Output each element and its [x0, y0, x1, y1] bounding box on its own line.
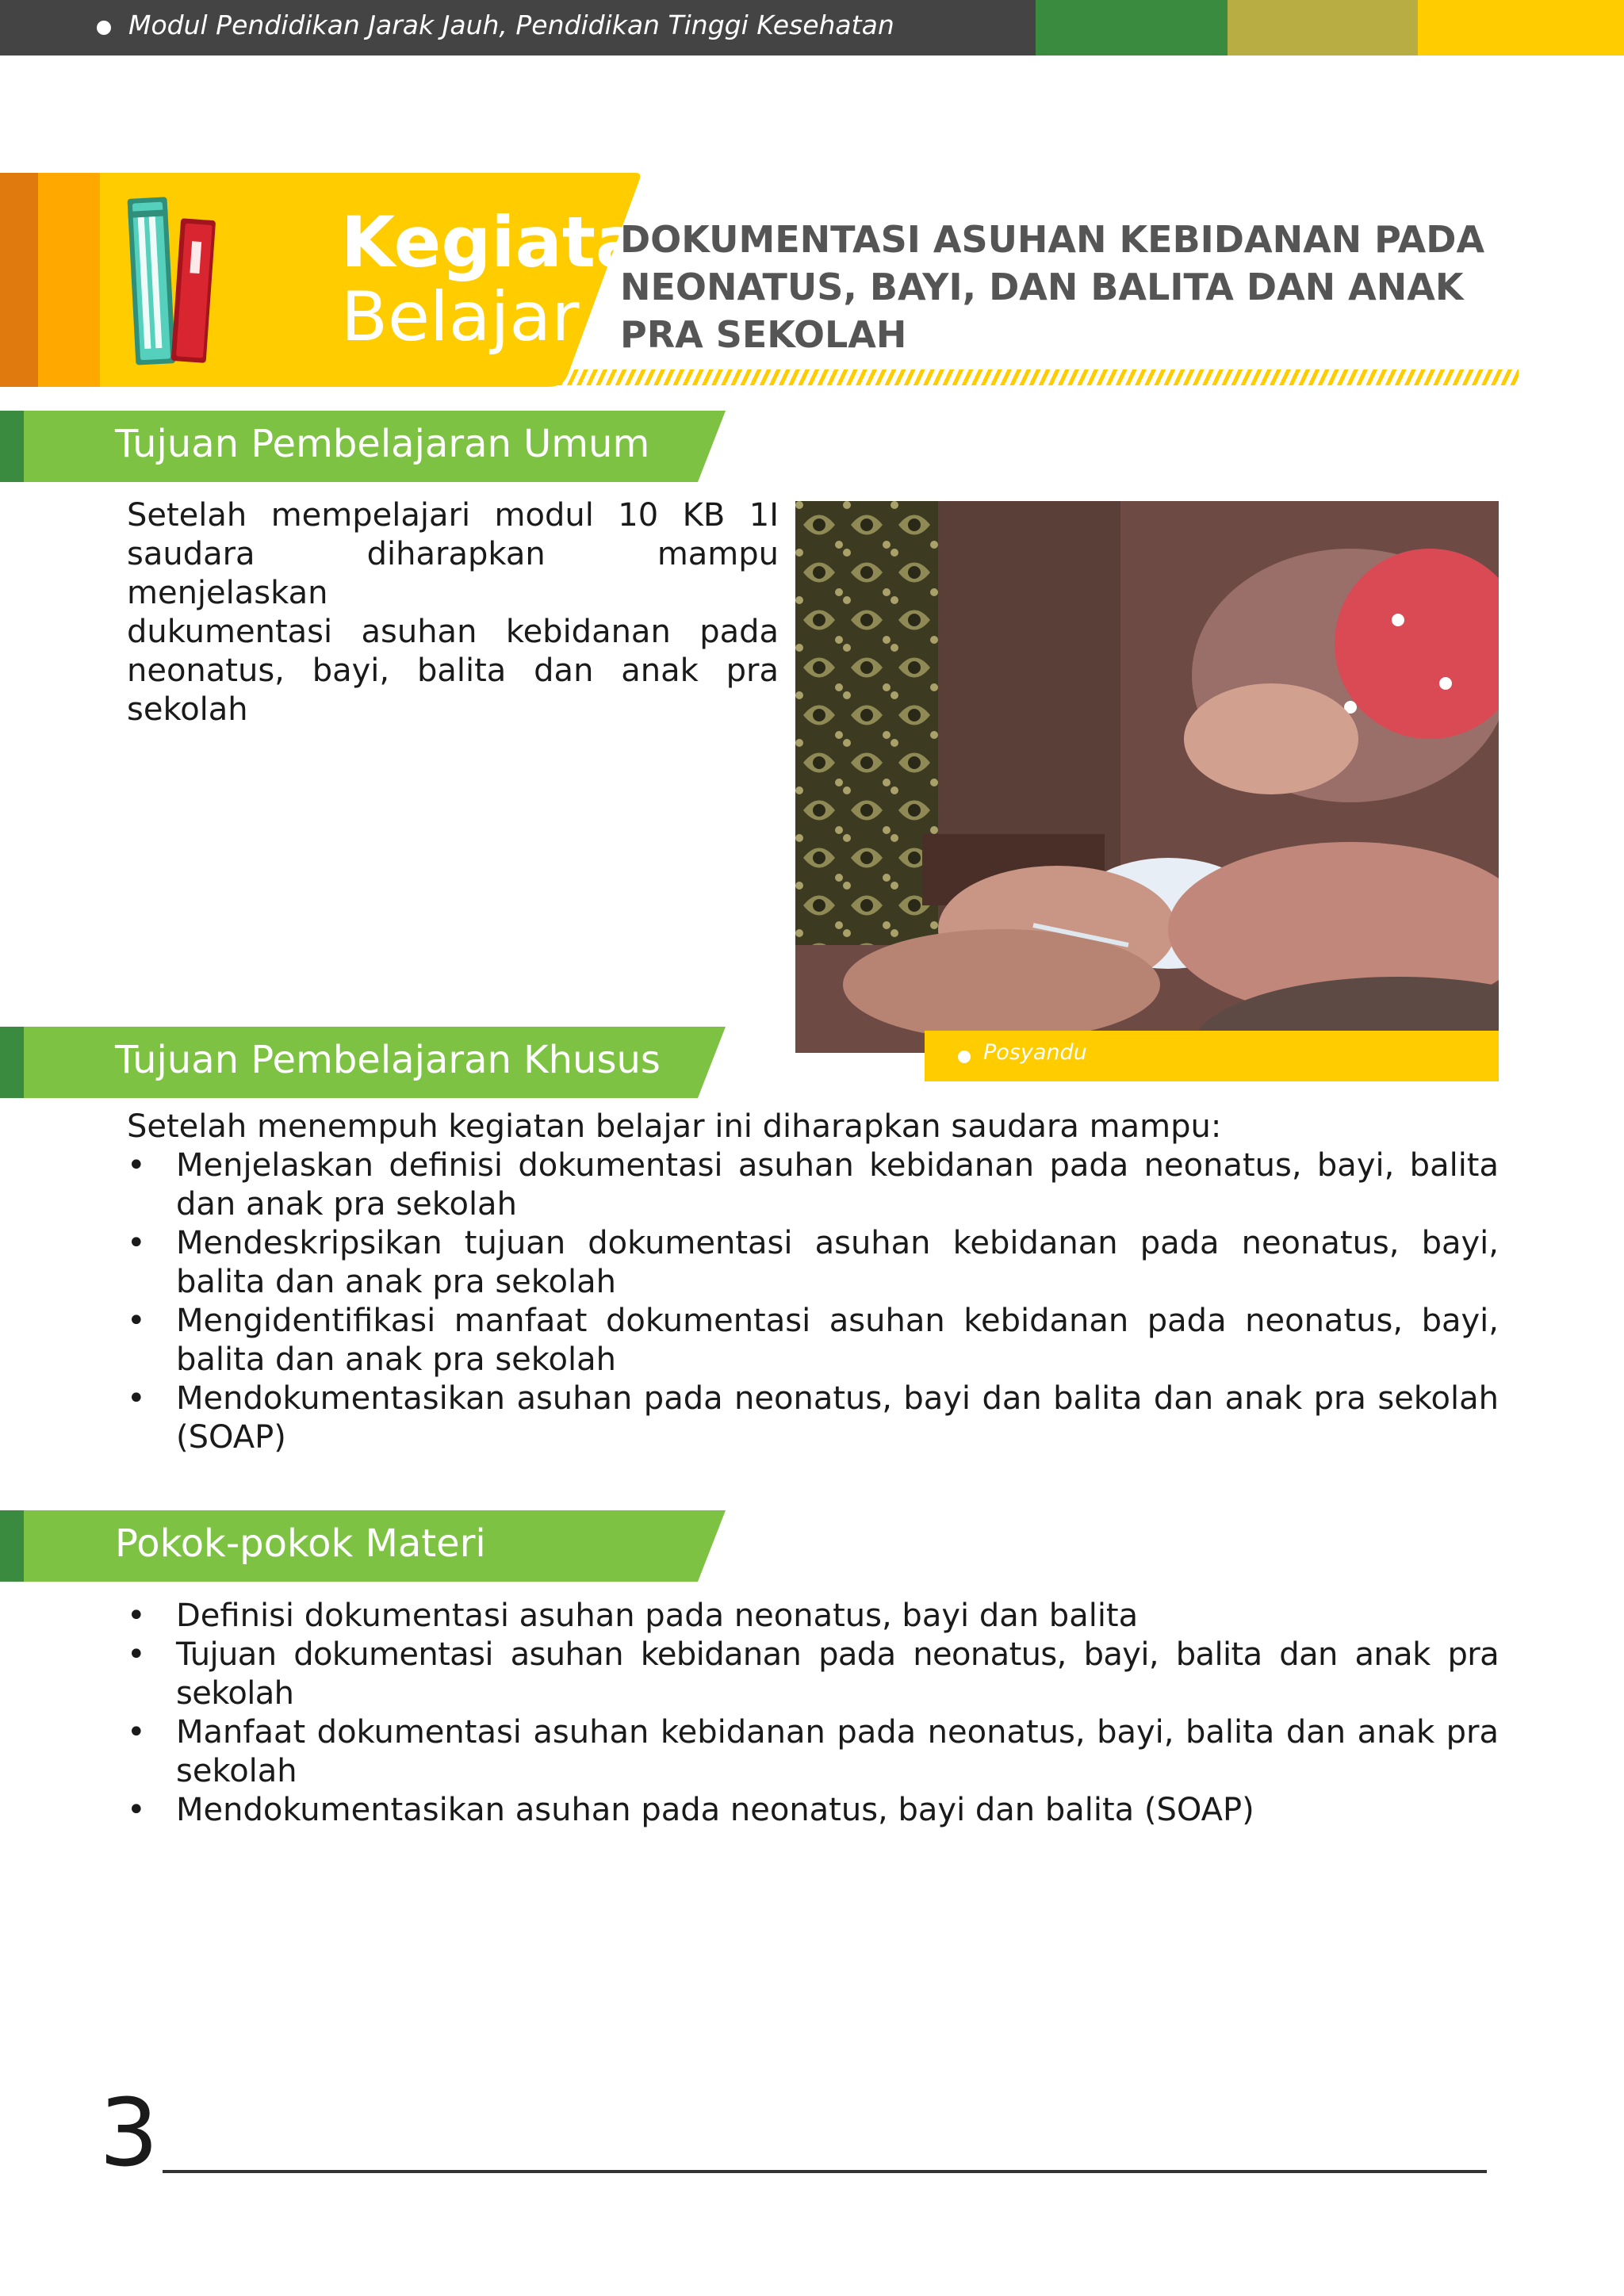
text-line: saudara diharapkan mampu menjelaskan [127, 536, 779, 611]
list-item: • Definisi dokumentasi asuhan pada neonatus, bayi dan balita [127, 1597, 1499, 1636]
text-line: dukumentasi asuhan kebidanan pada [127, 614, 779, 650]
page-number: 3 [99, 2078, 159, 2187]
activity-banner [0, 173, 692, 387]
header-band [0, 0, 1624, 55]
hatched-divider [555, 369, 1519, 385]
section-header-specific-objective [0, 1027, 726, 1098]
list-item: • Mendokumentasikan asuhan pada neonatus, bayi dan balita (SOAP) [127, 1791, 1499, 1830]
document-title: DOKUMENTASI ASUHAN KEBIDANAN PADA NEONATUS, BAYI, DAN BALITA DAN ANAK PRA SEKOLAH [620, 218, 1485, 356]
activity-label-line2: Belajar 2 [341, 277, 645, 357]
section-header-main-topics [0, 1510, 726, 1582]
text-line: Setelah mempelajari modul 10 KB 1I [127, 497, 779, 534]
banner-orange-stripe [0, 173, 38, 387]
posyandu-photo [795, 501, 1499, 1053]
specific-objective-list [127, 1146, 1499, 1457]
header-yellow-segment [1418, 0, 1624, 55]
list-item: • Manfaat dokumentasi asuhan kebidanan pada neonatus, bayi, balita dan anak pra sekolah [127, 1713, 1499, 1791]
bullet-dot-icon [958, 1050, 971, 1063]
list-item: • Tujuan dokumentasi asuhan kebidanan pada neonatus, bayi, balita dan anak pra sekolah [127, 1636, 1499, 1713]
list-item: • Menjelaskan definisi dokumentasi asuhan kebidanan pada neonatus, bayi, balita dan anak pra sekolah [127, 1146, 1499, 1224]
specific-objective-intro: Setelah menempuh kegiatan belajar ini diharapkan saudara mampu: [127, 1108, 1222, 1145]
general-objective-text [127, 496, 779, 729]
main-topics-list [127, 1597, 1499, 1830]
bullet-dot-icon [97, 21, 111, 35]
section-title: Tujuan Pembelajaran Khusus [115, 1038, 661, 1082]
text-line: neonatus, bayi, balita dan anak pra sekolah [127, 652, 779, 728]
list-item: • Mendeskripsikan tujuan dokumentasi asuhan kebidanan pada neonatus, bayi, balita dan anak pra sekolah [127, 1224, 1499, 1302]
banner-amber-stripe [38, 173, 100, 387]
list-item: • Mendokumentasikan asuhan pada neonatus, bayi dan balita dan anak pra sekolah (SOAP) [127, 1380, 1499, 1457]
section-title: Tujuan Pembelajaran Umum [115, 422, 650, 466]
header-green-segment [1036, 0, 1228, 55]
footer-rule [163, 2170, 1487, 2173]
books-icon [127, 194, 222, 369]
caption-text: Posyandu [983, 1040, 1087, 1065]
module-title: Modul Pendidikan Jarak Jauh, Pendidikan Tinggi Kesehatan [128, 10, 894, 40]
header-olive-segment [1228, 0, 1418, 55]
section-title: Pokok-pokok Materi [115, 1521, 486, 1566]
list-item: • Mengidentifikasi manfaat dokumentasi asuhan kebidanan pada neonatus, bayi, balita dan anak pra sekolah [127, 1302, 1499, 1380]
photo-caption [925, 1031, 1499, 1081]
section-header-general-objective [0, 411, 726, 482]
activity-label-line1: Kegiatan [341, 201, 692, 283]
